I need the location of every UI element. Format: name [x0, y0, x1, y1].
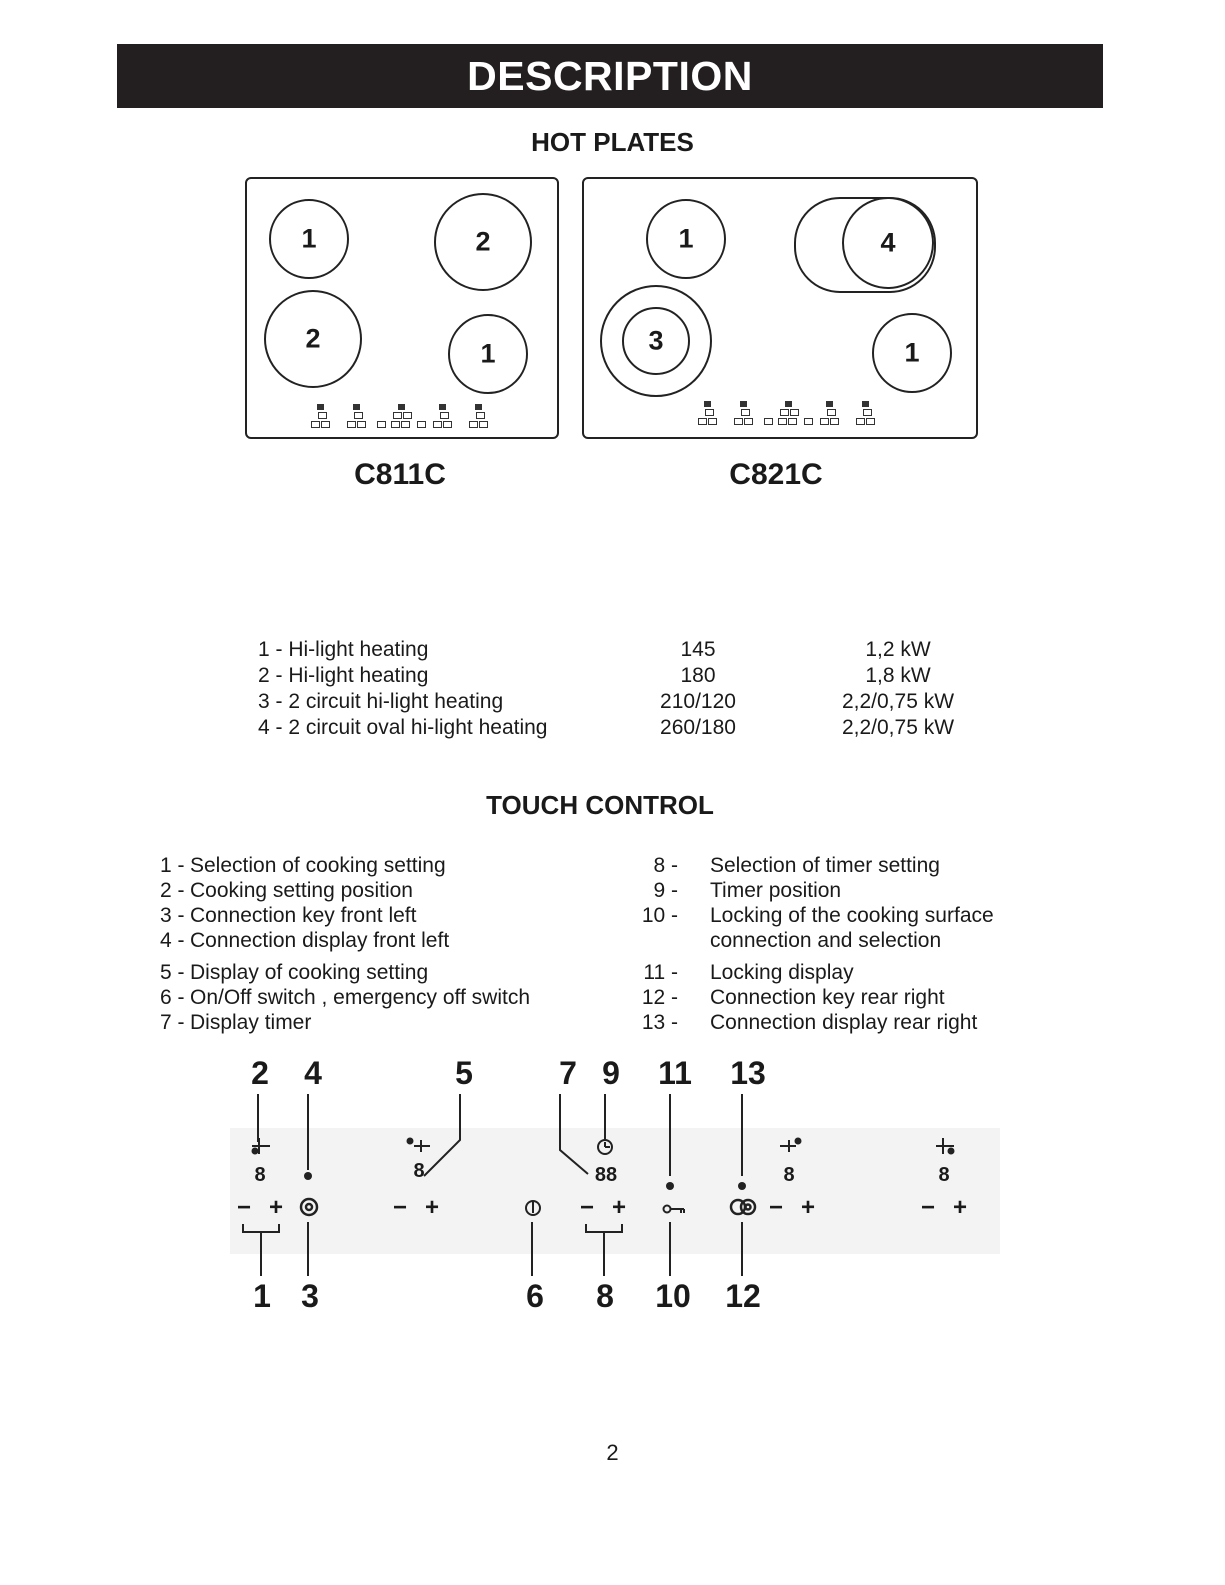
power-level-display-front-right: 8	[938, 1164, 950, 1186]
legend-number: 10 -	[641, 904, 678, 927]
minus-button-front-right[interactable]: −	[920, 1194, 935, 1221]
spec-size: 210/120	[660, 690, 736, 713]
callout-3: 3	[301, 1278, 319, 1314]
legend-number: 12 -	[641, 986, 678, 1009]
model-name-c811c: C811C	[354, 458, 446, 491]
legend-number: 8 -	[653, 854, 678, 877]
spec-label: 3 - 2 circuit hi-light heating	[258, 690, 504, 713]
hob-diagram-c821c	[582, 177, 978, 439]
legend-item	[620, 853, 1040, 878]
zone-label: 2	[475, 226, 491, 257]
spec-size: 260/180	[660, 716, 736, 739]
legend-item	[160, 985, 620, 1010]
mini-touch-panel	[309, 404, 499, 428]
model-name-c821c: C821C	[729, 458, 823, 491]
legend-text: Connection key rear right	[710, 986, 945, 1009]
power-icon[interactable]	[521, 1196, 545, 1220]
spec-row	[258, 715, 968, 741]
legend-item	[620, 960, 1040, 985]
callout-7: 7	[559, 1055, 577, 1091]
plus-button-front-right[interactable]: +	[952, 1194, 967, 1221]
page-title-banner: DESCRIPTION	[117, 44, 1103, 108]
legend-right	[620, 853, 1040, 1033]
legend-text: Locking display	[710, 961, 854, 984]
spec-label: 2 - Hi-light heating	[258, 664, 429, 687]
legend-number: 5 -	[160, 961, 185, 984]
legend-number: 7 -	[160, 1011, 185, 1034]
callout-10: 10	[655, 1278, 691, 1314]
power-level-display-rear-left: 8	[413, 1160, 425, 1182]
legend-item	[160, 878, 620, 903]
power-level-display-rear-right: 8	[783, 1164, 795, 1186]
minus-button-timer[interactable]: −	[579, 1194, 594, 1221]
legend-item	[160, 853, 620, 878]
cooking-zone	[872, 313, 952, 393]
minus-button-rear-right[interactable]: −	[768, 1194, 783, 1221]
callout-6: 6	[526, 1278, 544, 1314]
legend-item	[160, 928, 620, 953]
legend-number: 4 -	[160, 929, 185, 952]
zone-label: 4	[880, 227, 896, 258]
cooking-zone	[264, 290, 362, 388]
cooking-zone	[622, 307, 690, 375]
zone-label: 3	[648, 325, 664, 356]
legend-number: 9 -	[653, 879, 678, 902]
spec-power: 1,8 kW	[865, 664, 931, 687]
spec-label: 4 - 2 circuit oval hi-light heating	[258, 716, 548, 739]
legend-text: Connection display rear right	[710, 1011, 978, 1034]
minus-button-rear-left[interactable]: −	[392, 1194, 407, 1221]
clock-icon	[595, 1137, 615, 1157]
legend-item	[620, 985, 1040, 1010]
legend-text: Display of cooking setting	[190, 961, 429, 984]
hob-diagram-c811c	[245, 177, 559, 439]
legend-text: Timer position	[710, 879, 842, 902]
legend-number: 1 -	[160, 854, 185, 877]
power-level-display-front-left: 8	[254, 1164, 266, 1186]
timer-display: 88	[594, 1164, 618, 1186]
callout-4: 4	[304, 1055, 322, 1091]
cooking-zone	[434, 193, 532, 291]
hot-plate-spec-table	[258, 637, 978, 747]
legend-item	[160, 1010, 620, 1035]
zone-label: 1	[678, 223, 694, 254]
legend-item	[620, 878, 1040, 903]
legend-text: Display timer	[190, 1011, 312, 1034]
plus-button-rear-left[interactable]: +	[424, 1194, 439, 1221]
callout-8: 8	[596, 1278, 614, 1314]
page-number: 2	[606, 1440, 619, 1465]
spec-size: 145	[680, 638, 716, 661]
legend-item	[620, 1010, 1040, 1035]
callout-1: 1	[253, 1278, 271, 1314]
spec-label: 1 - Hi-light heating	[258, 638, 429, 661]
callout-9: 9	[602, 1055, 620, 1091]
zone-label: 1	[301, 223, 317, 254]
touch-control-diagram	[0, 1050, 1225, 1340]
legend-text: Connection key front left	[190, 904, 417, 927]
callout-5: 5	[455, 1055, 473, 1091]
cooking-zone	[646, 199, 726, 279]
cooking-zone	[269, 199, 349, 279]
plus-button-front-left[interactable]: +	[268, 1194, 283, 1221]
legend-number: 6 -	[160, 986, 185, 1009]
legend-text: Selection of cooking setting	[190, 854, 446, 877]
legend-item	[620, 903, 1040, 928]
callout-11: 11	[658, 1055, 692, 1091]
cooking-zone	[448, 314, 528, 394]
connection-key-rear-right-icon[interactable]	[728, 1196, 758, 1220]
spec-row	[258, 689, 968, 715]
legend-item	[620, 928, 1040, 953]
plus-button-timer[interactable]: +	[611, 1194, 626, 1221]
callout-2: 2	[251, 1055, 269, 1091]
cooking-zone	[842, 197, 934, 289]
legend-text: Locking of the cooking surface	[710, 904, 994, 927]
legend-item	[160, 960, 620, 985]
callout-12: 12	[725, 1278, 761, 1314]
zone-label: 1	[904, 337, 920, 368]
spec-power: 2,2/0,75 kW	[841, 690, 955, 713]
callout-13: 13	[730, 1055, 766, 1091]
legend-text: Selection of timer setting	[710, 854, 940, 877]
spec-row	[258, 663, 968, 689]
touch-control-heading: TOUCH CONTROL	[486, 790, 714, 820]
legend-text: Connection display front left	[190, 929, 450, 952]
legend-text: connection and selection	[710, 929, 942, 952]
legend-left	[160, 853, 620, 1033]
plus-button-rear-right[interactable]: +	[800, 1194, 815, 1221]
legend-number: 3 -	[160, 904, 185, 927]
hot-plates-heading: HOT PLATES	[531, 127, 694, 157]
spec-power: 2,2/0,75 kW	[841, 716, 955, 739]
legend-text: Cooking setting position	[190, 879, 413, 902]
legend-text: On/Off switch , emergency off switch	[190, 986, 531, 1009]
legend-number: 13 -	[641, 1011, 678, 1034]
spec-power: 1,2 kW	[865, 638, 931, 661]
zone-label: 2	[305, 323, 321, 354]
legend-number: 2 -	[160, 879, 185, 902]
zone-label: 1	[480, 338, 496, 369]
legend-number: 11 -	[643, 961, 678, 984]
spec-size: 180	[680, 664, 716, 687]
mini-touch-panel	[696, 401, 886, 425]
lock-key-icon[interactable]	[660, 1200, 688, 1220]
minus-button-front-left[interactable]: −	[236, 1194, 251, 1221]
connection-key-front-left-icon[interactable]	[297, 1195, 321, 1219]
spec-row	[258, 637, 968, 663]
legend-item	[160, 903, 620, 928]
